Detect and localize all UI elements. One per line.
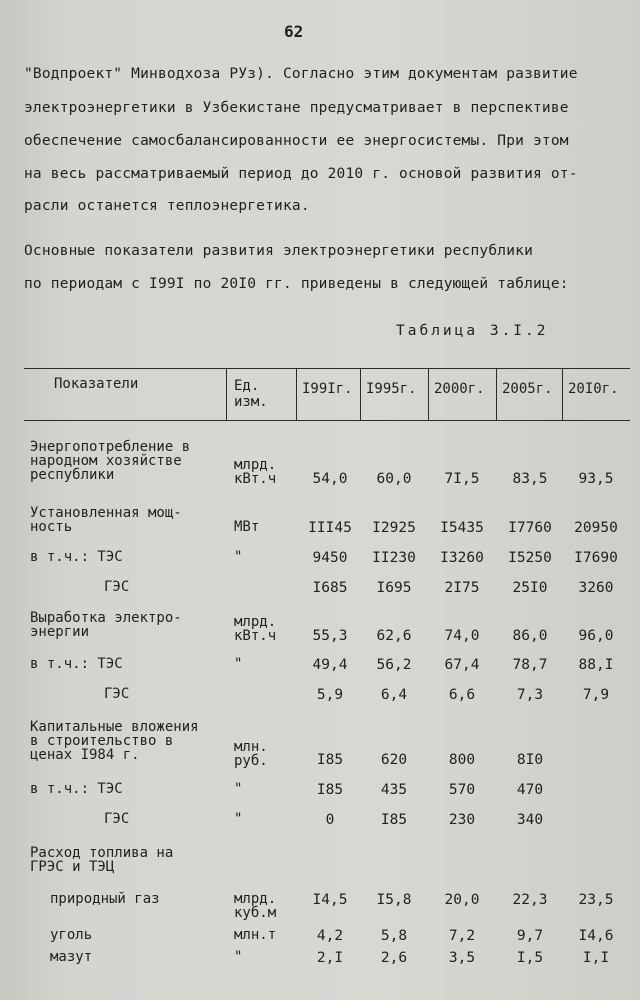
column-divider: [296, 368, 297, 421]
table-cell: 7,9: [582, 687, 610, 703]
table-cell: 5,8: [380, 928, 408, 944]
table-cell: I85: [316, 782, 344, 798]
row-label: Энергопотребление в народном хозяйстве республики: [30, 439, 191, 483]
table-cell: I7690: [574, 550, 618, 566]
row-unit: млрд. куб.м: [234, 891, 277, 921]
row-unit: ": [234, 656, 243, 672]
body-text-line: электроэнергетики в Узбекистане предусматривает в перспективе: [24, 100, 569, 116]
table-cell: 9,7: [516, 928, 544, 944]
row-label: ГЭС: [104, 811, 130, 827]
table-cell: I685: [312, 580, 348, 596]
header-unit: Ед.: [234, 378, 260, 394]
table-cell: 20950: [574, 520, 618, 536]
table-cell: 54,0: [312, 471, 348, 487]
table-cell: 25I0: [512, 580, 548, 596]
row-label: мазут: [50, 949, 93, 965]
body-text-line: обеспечение самосбалансированности ее энергосистемы. При этом: [24, 133, 569, 149]
table-cell: I,5: [516, 950, 544, 966]
table-cell: 7,2: [448, 928, 476, 944]
table-cell: 9450: [312, 550, 348, 566]
header-year-1995: I995г.: [366, 381, 417, 397]
table-cell: I85: [380, 812, 408, 828]
table-cell: 5,9: [316, 687, 344, 703]
table-top-rule: [24, 368, 630, 369]
table-cell: 60,0: [376, 471, 412, 487]
body-text-line: "Водпроект" Минводхоза РУз). Согласно этим документам развитие: [24, 66, 578, 82]
table-cell: II230: [372, 550, 416, 566]
table-cell: 62,6: [376, 628, 412, 644]
header-indicator: Показатели: [54, 376, 139, 392]
table-cell: 340: [516, 812, 544, 828]
table-cell: 2,I: [316, 950, 344, 966]
row-label: природный газ: [50, 891, 160, 907]
table-cell: I695: [376, 580, 412, 596]
table-cell: I4,5: [312, 892, 348, 908]
row-unit: МВт: [234, 519, 260, 535]
column-divider: [562, 368, 563, 421]
column-divider: [226, 368, 227, 421]
table-cell: 2I75: [444, 580, 480, 596]
row-label: Установленная мощ- ность: [30, 505, 182, 535]
table-cell: 570: [448, 782, 476, 798]
table-cell: 67,4: [444, 657, 480, 673]
row-unit: ": [234, 811, 243, 827]
table-cell: 83,5: [512, 471, 548, 487]
row-label: Капитальные вложения в строительство в ценах I984 г.: [30, 719, 199, 763]
body-text-line: по периодам с I99I по 20I0 гг. приведены в следующей таблице:: [24, 276, 569, 292]
row-unit: млрд. кВт.ч: [234, 614, 277, 644]
table-cell: 86,0: [512, 628, 548, 644]
table-cell: 470: [516, 782, 544, 798]
row-label: в т.ч.: ТЭС: [30, 656, 123, 672]
body-text-line: на весь рассматриваемый период до 2010 г. основой развития от-: [24, 166, 578, 182]
table-cell: 6,4: [380, 687, 408, 703]
table-cell: 49,4: [312, 657, 348, 673]
row-unit: млн. руб.: [234, 739, 268, 769]
table-cell: 2,6: [380, 950, 408, 966]
page-number: 62: [284, 22, 304, 41]
table-cell: 7I,5: [444, 471, 480, 487]
table-cell: 96,0: [578, 628, 614, 644]
table-cell: 55,3: [312, 628, 348, 644]
row-label: в т.ч.: ТЭС: [30, 781, 123, 797]
table-cell: I2925: [372, 520, 416, 536]
table-cell: 800: [448, 752, 476, 768]
table-cell: 435: [380, 782, 408, 798]
header-year-2005: 2005г.: [502, 381, 553, 397]
row-unit: млрд. кВт.ч: [234, 457, 277, 487]
table-cell: 3260: [578, 580, 614, 596]
table-cell: I5435: [440, 520, 484, 536]
table-header-rule: [24, 420, 630, 421]
column-divider: [496, 368, 497, 421]
body-text-line: расли останется теплоэнергетика.: [24, 198, 310, 214]
row-label: ГЭС: [104, 686, 130, 702]
table-cell: 8I0: [516, 752, 544, 768]
table-cell: 620: [380, 752, 408, 768]
table-cell: I5,8: [376, 892, 412, 908]
table-cell: 56,2: [376, 657, 412, 673]
body-text-line: Основные показатели развития электроэнергетики республики: [24, 243, 533, 259]
table-cell: III45: [308, 520, 352, 536]
row-label: в т.ч.: ТЭС: [30, 549, 123, 565]
column-divider: [428, 368, 429, 421]
row-unit: млн.т: [234, 927, 277, 943]
table-cell: 7,3: [516, 687, 544, 703]
header-year-2000: 2000г.: [434, 381, 485, 397]
table-cell: 74,0: [444, 628, 480, 644]
header-unit: изм.: [234, 394, 268, 410]
table-cell: I4,6: [578, 928, 614, 944]
table-cell: 230: [448, 812, 476, 828]
table-cell: I3260: [440, 550, 484, 566]
row-label: Расход топлива на ГРЭС и ТЭЦ: [30, 845, 174, 875]
table-cell: I5250: [508, 550, 552, 566]
table-cell: 23,5: [578, 892, 614, 908]
table-cell: I,I: [582, 950, 610, 966]
table-cell: I7760: [508, 520, 552, 536]
header-year-2010: 20I0г.: [568, 381, 619, 397]
header-year-1991: I99Iг.: [302, 381, 353, 397]
table-cell: 22,3: [512, 892, 548, 908]
table-cell: 20,0: [444, 892, 480, 908]
column-divider: [360, 368, 361, 421]
row-label: Выработка электро- энергии: [30, 610, 182, 640]
table-cell: 93,5: [578, 471, 614, 487]
table-cell: 6,6: [448, 687, 476, 703]
table-cell: 3,5: [448, 950, 476, 966]
table-caption: Таблица 3.I.2: [396, 323, 549, 339]
row-label: ГЭС: [104, 579, 130, 595]
row-unit: ": [234, 549, 243, 565]
table-cell: 4,2: [316, 928, 344, 944]
table-cell: 88,I: [578, 657, 614, 673]
row-unit: ": [234, 949, 243, 965]
row-label: уголь: [50, 927, 93, 943]
row-unit: ": [234, 781, 243, 797]
table-cell: I85: [316, 752, 344, 768]
table-cell: 0: [325, 812, 335, 828]
table-cell: 78,7: [512, 657, 548, 673]
